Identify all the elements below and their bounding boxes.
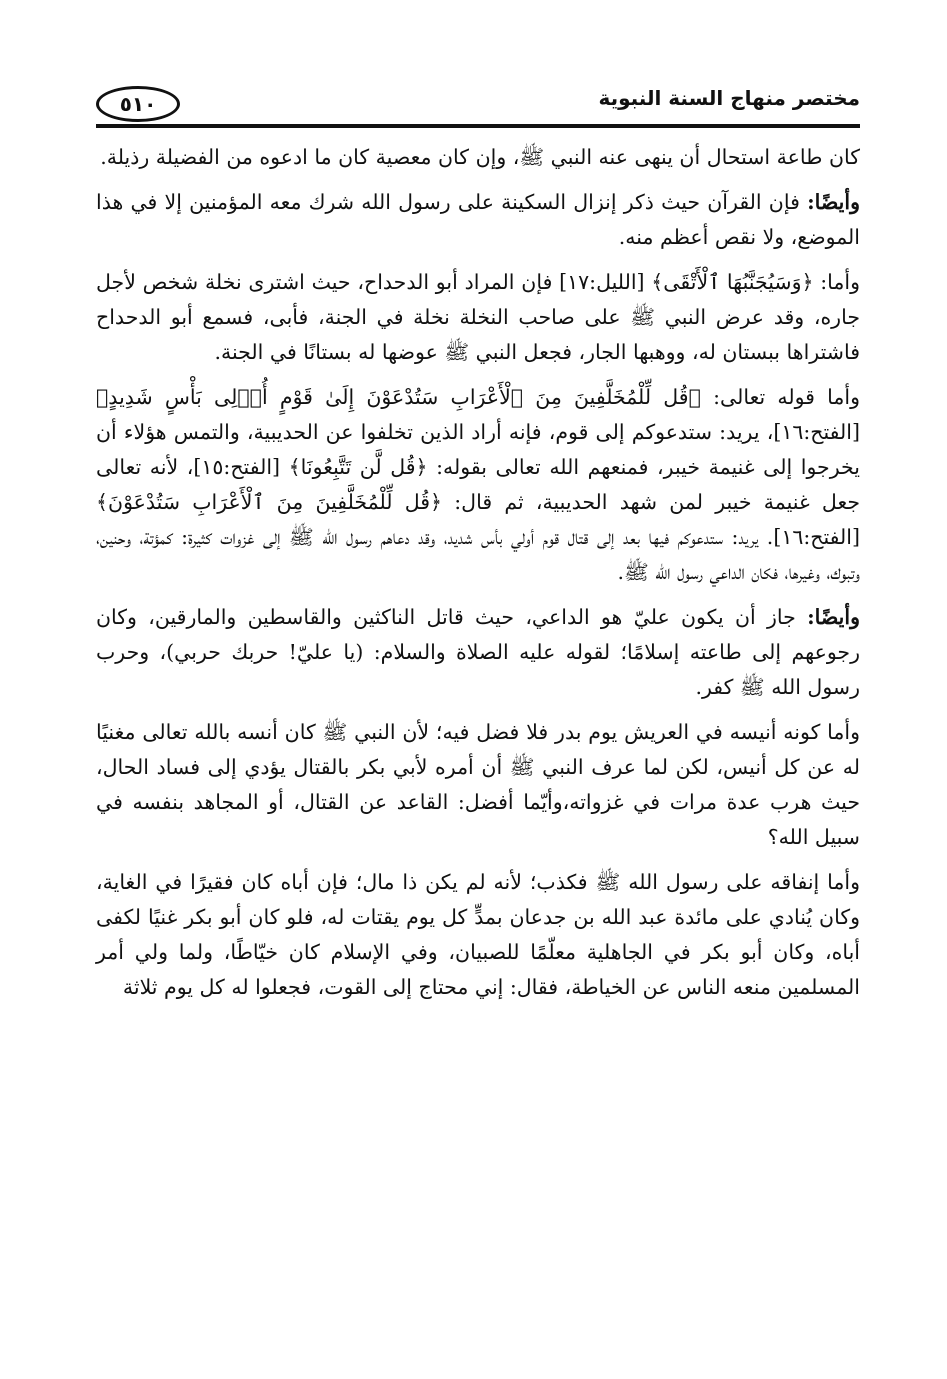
paragraph-lead: وأيضًا: <box>807 190 860 214</box>
paragraph <box>96 865 860 1005</box>
page-body <box>96 140 860 1015</box>
paragraph <box>96 185 860 255</box>
paragraph-text: وأما قوله تعالى: ﴿قُل لِّلْمُخَلَّفِينَ مِنَ ٱلْأَعْرَابِ سَتُدْعَوْنَ إِلَىٰ قَوْمٍ أُو۟لِى بَأْسٍ شَدِيدٍ﴾ [الفتح:١٦]، يريد: ستدعوكم إلى قوم، فإنه أراد الذين تخلفوا عن الحديبية، والتمس هؤلاء أن يخرجوا إلى غنيمة خيبر، فمنعهم الله تعالى بقوله: ﴿قُل لَّن تَتَّبِعُونَا﴾ [الفتح:١٥]، لأنه تعالى جعل غنيمة خيبر لمن شهد الحديبية، ثم قال: ﴿قُل لِّلْمُخَلَّفِينَ مِنَ ٱلْأَعْرَابِ سَتُدْعَوْنَ﴾ [الفتح:١٦]. يريد: ستدعوكم فيها بعد إلى قتال قوم أولي بأس شديد، وقد دعاهم رسول الله ﷺ إلى غزوات كثيرة: كمؤتة، وحنين، وتبوك، وغيرها، فكان الداعي رسول الله ﷺ. <box>96 385 860 584</box>
paragraph <box>96 140 860 175</box>
header-rule <box>96 124 860 128</box>
book-title: مختصر منهاج السنة النبوية <box>598 86 860 110</box>
paragraph-text: وأما: ﴿وَسَيُجَنَّبُهَا ٱلْأَتْقَى﴾ [الليل:١٧] فإن المراد أبو الدحداح، حيث اشترى نخلة شخص لأجل جاره، وقد عرض النبي ﷺ على صاحب النخلة نخلة في الجنة، فأبى، فسمع أبو الدحداح فاشتراها ببستان له، ووهبها الجار، فجعل النبي ﷺ عوضها له بستانًا في الجنة. <box>96 270 860 364</box>
paragraph-lead: وأيضًا: <box>807 605 860 629</box>
paragraph <box>96 380 860 590</box>
paragraph-text: فإن القرآن حيث ذكر إنزال السكينة على رسول الله شرك معه المؤمنين إلا في هذا الموضع، ولا نقص أعظم منه. <box>96 190 860 249</box>
paragraph-text: وأما كونه أنيسه في العريش يوم بدر فلا فضل فيه؛ لأن النبي ﷺ كان أنسه بالله تعالى مغنيًا له عن كل أنيس، لكن لما عرف النبي ﷺ أن أمره لأبي بكر بالقتال يؤدي إلى فساد الحال، حيث هرب عدة مرات في غزواته،وأيّما أفضل: القاعد عن القتال، أو المجاهد بنفسه في سبيل الله؟ <box>96 720 860 849</box>
page-number: ٥١٠ <box>96 86 180 122</box>
paragraph-text: جاز أن يكون عليّ هو الداعي، حيث قاتل الناكثين والقاسطين والمارقين، وكان رجوعهم إلى طاعته إسلامًا؛ لقوله عليه الصلاة والسلام: (يا عليّ! حربك حربي)، وحرب رسول الله ﷺ كفر. <box>96 605 860 699</box>
paragraph <box>96 600 860 705</box>
paragraph <box>96 265 860 370</box>
paragraph-text: كان طاعة استحال أن ينهى عنه النبي ﷺ، وإن كان معصية كان ما ادعوه من الفضيلة رذيلة. <box>100 145 860 169</box>
page-header <box>96 82 860 124</box>
paragraph-text: وأما إنفاقه على رسول الله ﷺ فكذب؛ لأنه لم يكن ذا مال؛ فإن أباه كان فقيرًا في الغاية، وكان يُنادي على مائدة عبد الله بن جدعان بمدٍّ كل يوم يقتات له، فلو كان أبو بكر غنيًا لكفى أباه، وكان أبو بكر في الجاهلية معلّمًا للصبيان، وفي الإسلام كان خيّاطًا، ولما ولي أمر المسلمين منعه الناس عن الخياطة، فقال: إني محتاج إلى القوت، فجعلوا له كل يوم ثلاثة <box>96 870 860 999</box>
paragraph <box>96 715 860 855</box>
